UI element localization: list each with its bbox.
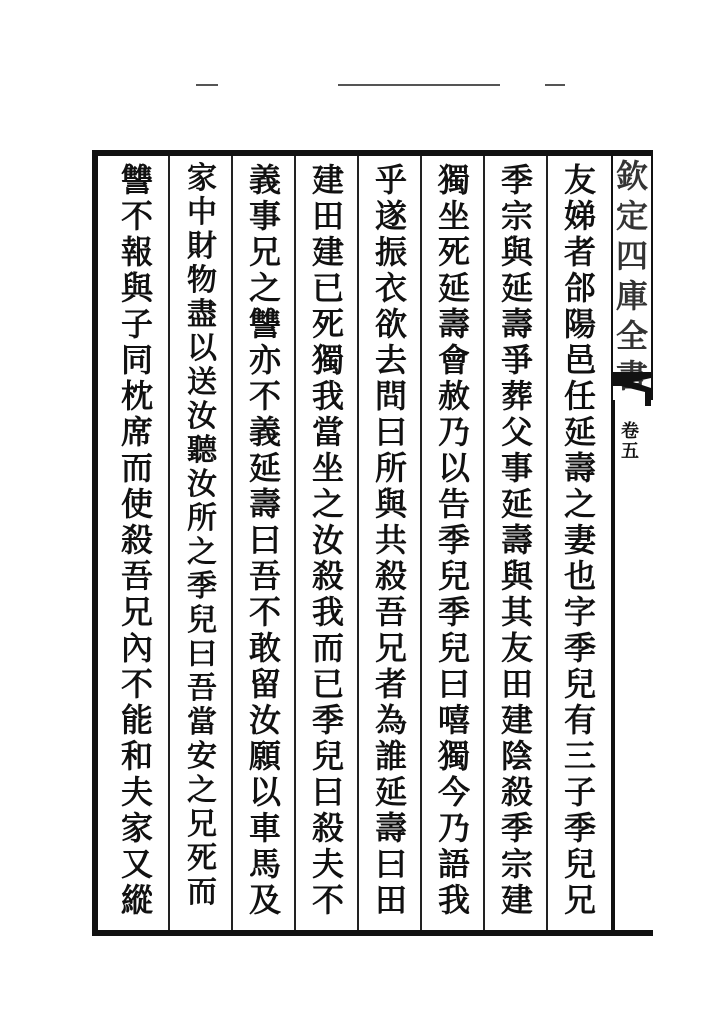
glyph: 之 bbox=[187, 535, 217, 570]
glyph: 能 bbox=[120, 701, 153, 739]
glyph: 所 bbox=[374, 449, 407, 487]
glyph: 願 bbox=[248, 737, 281, 775]
glyph: 以 bbox=[187, 331, 217, 366]
juan-glyph: 五 bbox=[621, 441, 639, 462]
glyph: 父 bbox=[500, 413, 533, 451]
text-column-2 bbox=[490, 162, 544, 930]
glyph: 之 bbox=[248, 269, 281, 307]
juan-glyph: 卷 bbox=[621, 421, 639, 442]
glyph: 葬 bbox=[500, 377, 533, 415]
glyph: 不 bbox=[120, 665, 153, 703]
glyph: 延 bbox=[248, 449, 281, 487]
glyph: 妻 bbox=[563, 521, 596, 559]
glyph: 當 bbox=[311, 413, 344, 451]
glyph: 曰 bbox=[374, 845, 407, 883]
glyph: 曰 bbox=[437, 665, 470, 703]
top-ruling-line bbox=[545, 84, 565, 86]
glyph: 振 bbox=[374, 233, 407, 271]
juan-number bbox=[621, 422, 639, 462]
glyph: 兒 bbox=[437, 629, 470, 667]
margin-rule bbox=[613, 400, 615, 936]
glyph: 同 bbox=[120, 341, 153, 379]
glyph: 為 bbox=[374, 701, 407, 739]
glyph: 安 bbox=[187, 739, 217, 774]
glyph: 友 bbox=[563, 161, 596, 199]
glyph: 席 bbox=[120, 413, 153, 451]
glyph: 留 bbox=[248, 665, 281, 703]
glyph: 盡 bbox=[187, 297, 217, 332]
glyph: 三 bbox=[563, 737, 596, 775]
text-column-1 bbox=[553, 162, 607, 930]
glyph: 而 bbox=[120, 449, 153, 487]
text-column-3 bbox=[427, 162, 481, 930]
fore-edge-margin bbox=[613, 150, 653, 936]
glyph: 我 bbox=[311, 593, 344, 631]
glyph: 壽 bbox=[500, 521, 533, 559]
book-title-strip bbox=[613, 150, 653, 400]
glyph: 建 bbox=[311, 161, 344, 199]
glyph: 報 bbox=[120, 233, 153, 271]
glyph: 兄 bbox=[374, 629, 407, 667]
glyph: 兄 bbox=[563, 881, 596, 919]
glyph: 家 bbox=[187, 161, 217, 196]
glyph: 中 bbox=[187, 195, 217, 230]
glyph: 兒 bbox=[187, 603, 217, 638]
glyph: 宗 bbox=[500, 845, 533, 883]
glyph: 季 bbox=[563, 629, 596, 667]
glyph: 吾 bbox=[187, 671, 217, 706]
glyph: 季 bbox=[500, 809, 533, 847]
glyph: 季 bbox=[187, 569, 217, 604]
glyph: 曰 bbox=[248, 521, 281, 559]
glyph: 衣 bbox=[374, 269, 407, 307]
text-column-6 bbox=[238, 162, 292, 930]
column-rule bbox=[420, 156, 422, 930]
glyph: 乃 bbox=[437, 413, 470, 451]
glyph: 夫 bbox=[311, 845, 344, 883]
glyph: 壽 bbox=[248, 485, 281, 523]
glyph: 者 bbox=[563, 233, 596, 271]
glyph: 死 bbox=[437, 233, 470, 271]
glyph: 兒 bbox=[563, 665, 596, 703]
glyph: 字 bbox=[563, 593, 596, 631]
glyph: 赦 bbox=[437, 377, 470, 415]
glyph: 坐 bbox=[437, 197, 470, 235]
glyph: 曰 bbox=[374, 413, 407, 451]
glyph: 會 bbox=[437, 341, 470, 379]
glyph: 共 bbox=[374, 521, 407, 559]
title-glyph: 全 bbox=[615, 317, 648, 355]
glyph: 有 bbox=[563, 701, 596, 739]
glyph: 兒 bbox=[437, 557, 470, 595]
glyph: 乎 bbox=[374, 161, 407, 199]
glyph: 義 bbox=[248, 413, 281, 451]
glyph: 及 bbox=[248, 881, 281, 919]
glyph: 吾 bbox=[248, 557, 281, 595]
glyph: 季 bbox=[563, 809, 596, 847]
glyph: 語 bbox=[437, 845, 470, 883]
column-rule bbox=[357, 156, 359, 930]
glyph: 亦 bbox=[248, 341, 281, 379]
glyph: 死 bbox=[187, 841, 217, 876]
glyph: 兄 bbox=[248, 233, 281, 271]
glyph: 季 bbox=[437, 521, 470, 559]
glyph: 陰 bbox=[500, 737, 533, 775]
glyph: 當 bbox=[187, 705, 217, 740]
glyph: 季 bbox=[500, 161, 533, 199]
glyph: 曰 bbox=[187, 637, 217, 672]
glyph: 邑 bbox=[563, 341, 596, 379]
glyph: 坐 bbox=[311, 449, 344, 487]
glyph: 敢 bbox=[248, 629, 281, 667]
top-ruling-line bbox=[338, 84, 500, 86]
glyph: 延 bbox=[563, 413, 596, 451]
glyph: 財 bbox=[187, 229, 217, 264]
glyph: 汝 bbox=[187, 467, 217, 502]
glyph: 聽 bbox=[187, 433, 217, 468]
glyph: 去 bbox=[374, 341, 407, 379]
glyph: 汝 bbox=[248, 701, 281, 739]
glyph: 之 bbox=[187, 773, 217, 808]
column-rule bbox=[168, 156, 170, 930]
glyph: 嘻 bbox=[437, 701, 470, 739]
glyph: 壽 bbox=[374, 809, 407, 847]
glyph: 和 bbox=[120, 737, 153, 775]
glyph: 欲 bbox=[374, 305, 407, 343]
margin-bottom-border bbox=[613, 930, 653, 936]
glyph: 馬 bbox=[248, 845, 281, 883]
glyph: 以 bbox=[437, 449, 470, 487]
glyph: 夫 bbox=[120, 773, 153, 811]
glyph: 其 bbox=[500, 593, 533, 631]
glyph: 殺 bbox=[311, 557, 344, 595]
glyph: 事 bbox=[500, 449, 533, 487]
glyph: 又 bbox=[120, 845, 153, 883]
text-column-7 bbox=[175, 162, 229, 930]
glyph: 所 bbox=[187, 501, 217, 536]
glyph: 兒 bbox=[563, 845, 596, 883]
glyph: 遂 bbox=[374, 197, 407, 235]
glyph: 爭 bbox=[500, 341, 533, 379]
glyph: 季 bbox=[437, 593, 470, 631]
glyph: 吾 bbox=[374, 593, 407, 631]
glyph: 田 bbox=[374, 881, 407, 919]
glyph: 壽 bbox=[437, 305, 470, 343]
glyph: 已 bbox=[311, 665, 344, 703]
glyph: 已 bbox=[311, 269, 344, 307]
glyph: 之 bbox=[563, 485, 596, 523]
glyph: 田 bbox=[500, 665, 533, 703]
glyph: 娣 bbox=[563, 197, 596, 235]
glyph: 延 bbox=[437, 269, 470, 307]
glyph: 建 bbox=[500, 881, 533, 919]
glyph: 誰 bbox=[374, 737, 407, 775]
text-column-8 bbox=[110, 162, 164, 930]
glyph: 曰 bbox=[311, 773, 344, 811]
glyph: 建 bbox=[500, 701, 533, 739]
glyph: 我 bbox=[437, 881, 470, 919]
glyph: 季 bbox=[311, 701, 344, 739]
glyph: 壽 bbox=[563, 449, 596, 487]
glyph: 建 bbox=[311, 233, 344, 271]
glyph: 汝 bbox=[187, 399, 217, 434]
glyph: 友 bbox=[500, 629, 533, 667]
glyph: 也 bbox=[563, 557, 596, 595]
glyph: 任 bbox=[563, 377, 596, 415]
glyph: 獨 bbox=[437, 737, 470, 775]
glyph: 郃 bbox=[563, 269, 596, 307]
text-block-frame bbox=[92, 150, 613, 936]
glyph: 者 bbox=[374, 665, 407, 703]
glyph: 不 bbox=[311, 881, 344, 919]
glyph: 內 bbox=[120, 629, 153, 667]
glyph: 事 bbox=[248, 197, 281, 235]
glyph: 延 bbox=[500, 485, 533, 523]
title-glyph: 欽 bbox=[615, 157, 648, 195]
glyph: 之 bbox=[311, 485, 344, 523]
glyph: 陽 bbox=[563, 305, 596, 343]
glyph: 與 bbox=[374, 485, 407, 523]
glyph: 送 bbox=[187, 365, 217, 400]
glyph: 家 bbox=[120, 809, 153, 847]
glyph: 不 bbox=[248, 377, 281, 415]
glyph: 兒 bbox=[311, 737, 344, 775]
glyph: 死 bbox=[311, 305, 344, 343]
glyph: 兄 bbox=[187, 807, 217, 842]
glyph: 殺 bbox=[374, 557, 407, 595]
text-column-4 bbox=[364, 162, 418, 930]
glyph: 讐 bbox=[248, 305, 281, 343]
glyph: 與 bbox=[500, 233, 533, 271]
glyph: 延 bbox=[374, 773, 407, 811]
glyph: 乃 bbox=[437, 809, 470, 847]
glyph: 不 bbox=[120, 197, 153, 235]
glyph: 獨 bbox=[437, 161, 470, 199]
top-ruling-line bbox=[196, 84, 218, 86]
glyph: 問 bbox=[374, 377, 407, 415]
column-rule bbox=[483, 156, 485, 930]
glyph: 義 bbox=[248, 161, 281, 199]
column-rule bbox=[294, 156, 296, 930]
glyph: 而 bbox=[187, 875, 217, 910]
glyph: 殺 bbox=[311, 809, 344, 847]
glyph: 殺 bbox=[120, 521, 153, 559]
glyph: 子 bbox=[563, 773, 596, 811]
glyph: 枕 bbox=[120, 377, 153, 415]
glyph: 殺 bbox=[500, 773, 533, 811]
glyph: 使 bbox=[120, 485, 153, 523]
glyph: 不 bbox=[248, 593, 281, 631]
glyph: 吾 bbox=[120, 557, 153, 595]
glyph: 兄 bbox=[120, 593, 153, 631]
glyph: 以 bbox=[248, 773, 281, 811]
glyph: 告 bbox=[437, 485, 470, 523]
glyph: 讐 bbox=[120, 161, 153, 199]
glyph: 宗 bbox=[500, 197, 533, 235]
column-rule bbox=[546, 156, 548, 930]
title-glyph: 庫 bbox=[615, 277, 648, 315]
title-glyph: 四 bbox=[615, 237, 648, 275]
glyph: 汝 bbox=[311, 521, 344, 559]
text-column-5 bbox=[301, 162, 355, 930]
glyph: 延 bbox=[500, 269, 533, 307]
glyph: 與 bbox=[500, 557, 533, 595]
glyph: 縱 bbox=[120, 881, 153, 919]
column-rule bbox=[231, 156, 233, 930]
glyph: 與 bbox=[120, 269, 153, 307]
glyph: 田 bbox=[311, 197, 344, 235]
glyph: 車 bbox=[248, 809, 281, 847]
glyph: 獨 bbox=[311, 341, 344, 379]
glyph: 今 bbox=[437, 773, 470, 811]
glyph: 而 bbox=[311, 629, 344, 667]
glyph: 我 bbox=[311, 377, 344, 415]
glyph: 物 bbox=[187, 263, 217, 298]
glyph: 子 bbox=[120, 305, 153, 343]
title-glyph: 定 bbox=[615, 197, 648, 235]
glyph: 壽 bbox=[500, 305, 533, 343]
fishtail-mark-icon bbox=[613, 372, 651, 406]
